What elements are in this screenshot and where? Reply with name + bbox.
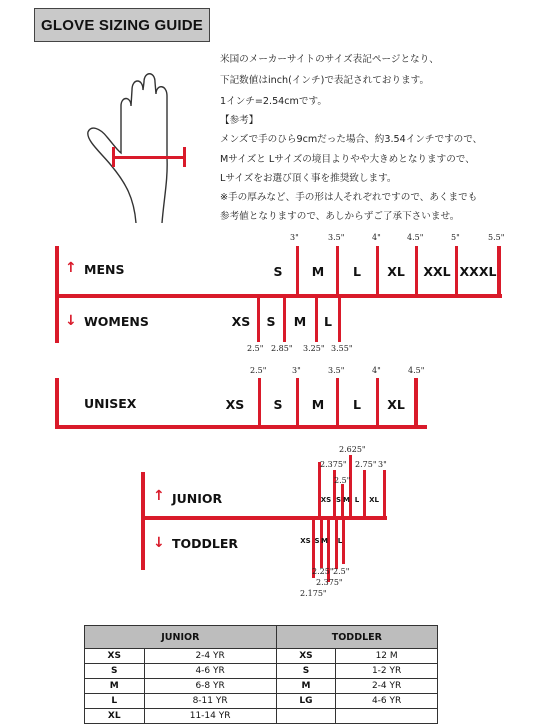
palm-measure-right-cap bbox=[183, 147, 186, 167]
unisex-label: UNISEX bbox=[84, 396, 137, 411]
unisex-tick: 3.5" bbox=[328, 366, 345, 375]
mens-tick: 3.5" bbox=[328, 233, 345, 242]
unisex-divider bbox=[414, 378, 418, 429]
junior-tick: 2.375" bbox=[320, 460, 347, 469]
junior-tick: 2.75" bbox=[355, 460, 377, 469]
womens-divider bbox=[338, 294, 341, 342]
arrow-up-icon: ↑ bbox=[65, 260, 77, 276]
mens-label: MENS bbox=[84, 262, 125, 277]
womens-tick: 3.55" bbox=[331, 344, 353, 353]
mens-size: XXXL bbox=[459, 264, 497, 279]
womens-label: WOMENS bbox=[84, 314, 149, 329]
intro-line: 1インチ=2.54cmです。 bbox=[220, 96, 327, 107]
mens-tick: 5.5" bbox=[488, 233, 505, 242]
intro-line: Lサイズをお選び頂く事を推奨致します。 bbox=[220, 173, 397, 184]
toddler-header: TODDLER bbox=[276, 626, 437, 649]
unisex-left-bar bbox=[55, 378, 59, 429]
womens-size: L bbox=[324, 314, 332, 329]
junior-age-cell: 6-8 YR bbox=[144, 679, 276, 694]
toddler-size: M bbox=[321, 537, 328, 545]
mens-size: S bbox=[273, 264, 283, 279]
palm-measure-line bbox=[114, 156, 184, 159]
womens-tick: 2.85" bbox=[271, 344, 293, 353]
mens-tick: 4.5" bbox=[407, 233, 424, 242]
toddler-size: L bbox=[337, 537, 343, 545]
womens-tick: 2.5" bbox=[247, 344, 264, 353]
intro-line: ※手の厚みなど、手の形は人それぞれですので、あくまでも bbox=[220, 192, 478, 203]
junior-size-cell: M bbox=[85, 679, 145, 694]
toddler-label: TODDLER bbox=[172, 536, 239, 551]
junior-age-cell: 2-4 YR bbox=[144, 649, 276, 664]
intro-line: 参考値となりますので、あしからずご了承下さいませ。 bbox=[220, 211, 460, 222]
intro-line: 下記数値はinch(インチ)で表記されております。 bbox=[220, 75, 430, 86]
mens-tick: 3" bbox=[290, 233, 299, 242]
mens-size: XXL bbox=[423, 264, 451, 279]
table-row bbox=[85, 679, 438, 694]
toddler-age-cell: 12 M bbox=[336, 649, 438, 664]
junior-size-cell: XS bbox=[85, 649, 145, 664]
table-header-row bbox=[85, 626, 438, 649]
table-row bbox=[85, 649, 438, 664]
junior-header: JUNIOR bbox=[85, 626, 277, 649]
unisex-divider bbox=[258, 378, 261, 429]
toddler-age-cell: 4-6 YR bbox=[336, 694, 438, 709]
table-row bbox=[85, 694, 438, 709]
junior-age-cell: 11-14 YR bbox=[144, 709, 276, 724]
toddler-age-cell bbox=[336, 709, 438, 724]
toddler-size-cell: XS bbox=[276, 649, 336, 664]
mens-divider bbox=[415, 246, 418, 298]
hand-outline bbox=[88, 74, 167, 223]
mens-size: XL bbox=[387, 264, 405, 279]
junior-size-cell: XL bbox=[85, 709, 145, 724]
womens-divider bbox=[257, 294, 260, 342]
junior-size: M bbox=[343, 496, 350, 504]
unisex-size: S bbox=[273, 397, 283, 412]
intro-line: 米国のメーカーサイトのサイズ表記ページとなり、 bbox=[220, 54, 439, 65]
table-row bbox=[85, 664, 438, 679]
womens-divider bbox=[283, 294, 286, 342]
junior-divider bbox=[383, 470, 386, 520]
unisex-tick: 4.5" bbox=[408, 366, 425, 375]
unisex-horizontal-bar bbox=[55, 425, 427, 429]
junior-size: XS bbox=[320, 496, 332, 504]
unisex-tick: 2.5" bbox=[250, 366, 267, 375]
page-title: GLOVE SIZING GUIDE bbox=[34, 8, 210, 42]
toddler-age-cell: 2-4 YR bbox=[336, 679, 438, 694]
womens-tick: 3.25" bbox=[303, 344, 325, 353]
unisex-divider bbox=[336, 378, 339, 429]
arrow-up-icon: ↑ bbox=[153, 488, 165, 504]
womens-size: XS bbox=[231, 314, 251, 329]
junior-size: XL bbox=[369, 496, 379, 504]
junior-tick: 2.5" bbox=[334, 476, 351, 485]
toddler-tick: 2.5" bbox=[333, 567, 350, 576]
junior-divider bbox=[318, 462, 321, 520]
toddler-size-cell: LG bbox=[276, 694, 336, 709]
toddler-tick: 2.25" bbox=[312, 567, 334, 576]
hand-measure-illustration bbox=[76, 68, 216, 228]
mens-divider bbox=[336, 246, 339, 298]
junior-label: JUNIOR bbox=[172, 491, 223, 506]
mens-divider bbox=[296, 246, 299, 298]
toddler-size: XS bbox=[300, 537, 311, 545]
unisex-divider bbox=[376, 378, 379, 429]
junior-size: L bbox=[354, 496, 360, 504]
unisex-tick: 4" bbox=[372, 366, 381, 375]
kids-left-bar bbox=[141, 472, 145, 570]
mens-size: M bbox=[311, 264, 325, 279]
toddler-size-cell: M bbox=[276, 679, 336, 694]
intro-line: メンズで手のひら9cmだった場合、約3.54インチですので、 bbox=[220, 134, 483, 145]
mens-size: L bbox=[353, 264, 361, 279]
toddler-size-cell: S bbox=[276, 664, 336, 679]
junior-tick: 3" bbox=[378, 460, 387, 469]
womens-size: S bbox=[266, 314, 276, 329]
junior-size-cell: S bbox=[85, 664, 145, 679]
junior-age-cell: 4-6 YR bbox=[144, 664, 276, 679]
mens-tick: 4" bbox=[372, 233, 381, 242]
mens-tick: 5" bbox=[451, 233, 460, 242]
unisex-size: XS bbox=[225, 397, 245, 412]
unisex-divider bbox=[296, 378, 299, 429]
unisex-size: L bbox=[353, 397, 361, 412]
junior-divider bbox=[349, 455, 352, 520]
mens-divider bbox=[376, 246, 379, 298]
unisex-tick: 3" bbox=[292, 366, 301, 375]
junior-size: S bbox=[335, 496, 342, 504]
womens-divider bbox=[315, 294, 318, 342]
womens-size: M bbox=[293, 314, 307, 329]
arrow-down-icon: ↓ bbox=[65, 313, 77, 329]
intro-line: Mサイズと Lサイズの境目よりやや大きめとなりますので、 bbox=[220, 154, 475, 165]
table-row bbox=[85, 709, 438, 724]
toddler-size: S bbox=[314, 537, 320, 545]
junior-size-cell: L bbox=[85, 694, 145, 709]
unisex-size: XL bbox=[387, 397, 405, 412]
adult-horizontal-bar bbox=[55, 294, 502, 298]
junior-divider bbox=[363, 470, 366, 520]
palm-measure-left-cap bbox=[112, 147, 115, 167]
junior-tick: 2.625" bbox=[339, 445, 366, 454]
intro-line: 【参考】 bbox=[220, 115, 259, 126]
toddler-size-cell bbox=[276, 709, 336, 724]
toddler-tick: 2.375" bbox=[316, 578, 343, 587]
toddler-age-cell: 1-2 YR bbox=[336, 664, 438, 679]
toddler-tick: 2.175" bbox=[300, 589, 327, 598]
junior-age-cell: 8-11 YR bbox=[144, 694, 276, 709]
arrow-down-icon: ↓ bbox=[153, 535, 165, 551]
unisex-size: M bbox=[311, 397, 325, 412]
age-size-table bbox=[84, 625, 438, 724]
